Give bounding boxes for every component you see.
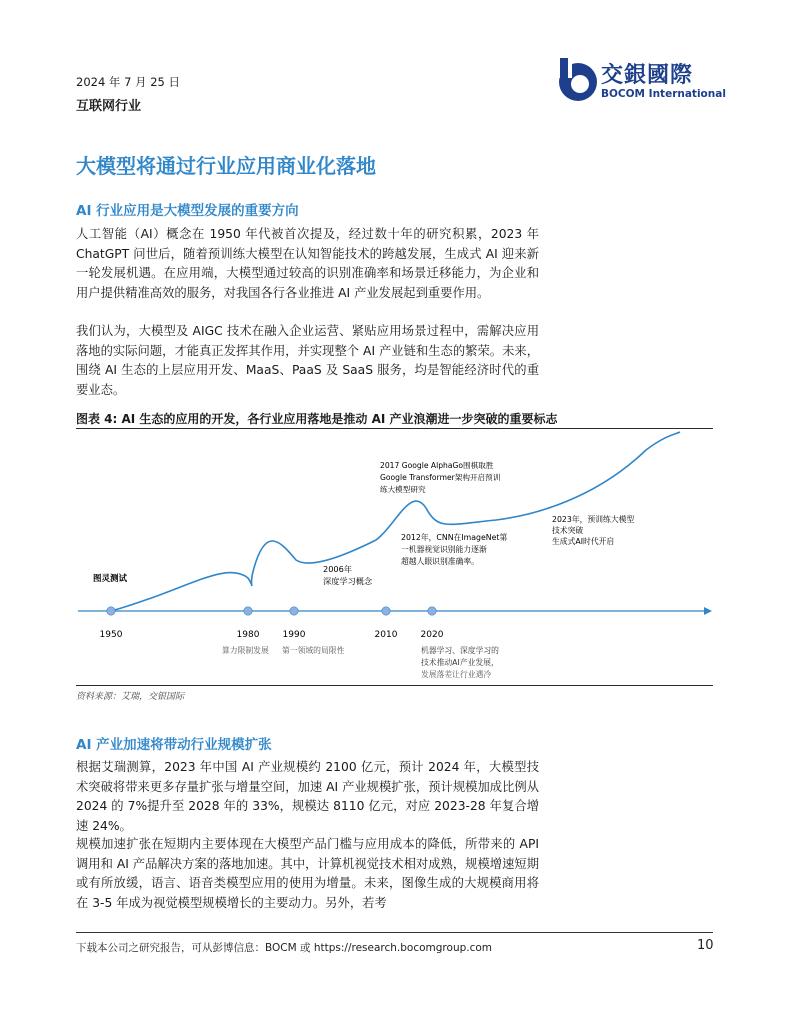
annotation-text: 2023年，预训练大模型 <box>552 515 635 524</box>
timeline-dot <box>290 607 298 615</box>
annotation-text: 技术推动AI产业发展， <box>421 658 499 667</box>
footer-rule <box>76 932 713 933</box>
annotation-text: Google Transformer架构开启预训 <box>380 473 501 482</box>
annotation-text: 2006年 <box>323 564 353 574</box>
year-tick-label: 1980 <box>236 630 260 640</box>
paragraph-1: 人工智能（AI）概念在 1950 年代被首次提及，经过数十年的研究积累，2023 年 ChatGPT 问世后，随着预训练大模型在认知智能技术的跨越发展，生成式 AI 迎来新一轮发展机遇。在应用端，大模型通过较高的识别准确率和场景迁移能力，为企业和用户提供精准高效的服务，对我国各行各业推进 AI 产业发展起到重要作用。 <box>76 227 539 300</box>
timeline-chart <box>76 430 716 685</box>
figure-bottom-rule <box>76 685 713 686</box>
annotation-text: 发展落差让行业遇冷 <box>421 670 492 679</box>
annotation-text: 机器学习、深度学习的 <box>421 646 499 655</box>
timeline-dot <box>107 607 115 615</box>
bocom-logo-icon <box>556 56 598 104</box>
figure-source: 资料来源：艾瑞，交银国际 <box>76 692 185 702</box>
logo-en-text: BOCOM International <box>601 88 726 100</box>
annotation-2017 <box>380 460 501 494</box>
year-tick-label: 1990 <box>282 630 306 640</box>
annotation-text: 2012年，CNN在ImageNet第 <box>401 533 508 542</box>
annotation-text: 算力限制发展 <box>222 646 269 655</box>
page-number: 10 <box>697 938 714 953</box>
annotation-text: 2017 Google AlphaGo围棋取胜 <box>380 461 494 470</box>
annotation-turing <box>93 573 128 584</box>
industry-label: 互联网行业 <box>76 99 142 114</box>
annotation-2006 <box>323 564 373 586</box>
annotation-ml <box>421 645 499 679</box>
annotation-text: 第一领域的局限性 <box>282 646 345 655</box>
annotation-2012 <box>401 532 507 566</box>
timeline-dot <box>428 607 436 615</box>
annotation-text: 深度学习概念 <box>323 576 373 586</box>
section-title: 大模型将通过行业应用商业化落地 <box>76 154 376 178</box>
axis-arrow-icon <box>704 607 712 615</box>
subsection-title-2: AI 产业加速将带动行业规模扩张 <box>76 737 272 753</box>
paragraph-4: 规模加速扩张在短期内主要体现在大模型产品门槛与应用成本的降低，所带来的 API 调用和 AI 产品解决方案的落地加速。其中，计算机视觉技术相对成熟，规模增速短期或有所放缓，语言、语音类模型应用的使用为增量。未来，图像生成的大规模商用将在 3-5 年成为视觉模型规模增长的主要动力。另外，若考 <box>76 837 539 910</box>
subsection-title-1: AI 行业应用是大模型发展的重要方向 <box>76 203 299 219</box>
annotation-text: 超越人眼识别准确率。 <box>401 557 479 566</box>
year-tick-label: 2010 <box>374 630 398 640</box>
annotation-2023 <box>552 514 634 546</box>
year-tick-label: 2020 <box>420 630 444 640</box>
annotation-text: 生成式AI时代开启 <box>552 537 615 546</box>
year-tick-label: 1950 <box>99 630 123 640</box>
annotation-text: 练大模型研究 <box>380 485 426 494</box>
footer-text: 下载本公司之研究报告，可从彭博信息：BOCM 或 https://research.bocomgroup.com <box>76 942 493 954</box>
annotation-text: 技术突破 <box>552 526 584 535</box>
timeline-dot <box>382 607 390 615</box>
report-date: 2024 年 7 月 25 日 <box>76 75 180 89</box>
logo-cn-text: 交銀國際 <box>601 63 694 88</box>
figure-title: 图表 4: AI 生态的应用的开发，各行业应用落地是推动 AI 产业浪潮进一步突破的重要标志 <box>76 412 558 426</box>
paragraph-2: 我们认为，大模型及 AIGC 技术在融入企业运营、紧贴应用场景过程中，需解决应用落地的实际问题，才能真正发挥其作用，并实现整个 AI 产业链和生态的繁荣。未来，围绕 AI 生态的上层应用开发、MaaS、PaaS 及 SaaS 服务，均是智能经济时代的重要业态。 <box>76 324 539 397</box>
figure-top-rule <box>76 428 713 429</box>
annotation-text: 图灵测试 <box>93 574 128 584</box>
annotation-limits <box>222 645 345 655</box>
annotation-text: 一机器视觉识别能力逐渐 <box>401 545 487 554</box>
timeline-dot <box>244 607 252 615</box>
paragraph-3: 根据艾瑞测算，2023 年中国 AI 产业规模约 2100 亿元，预计 2024 年，大模型技术突破将带来更多存量扩张与增量空间，加速 AI 产业规模扩张，预计规模加成比例从 2024 的 7%提升至 2028 年的 33%，规模达 8110 亿元，对应 2023-28 年复合增速 24%。 <box>76 760 539 833</box>
